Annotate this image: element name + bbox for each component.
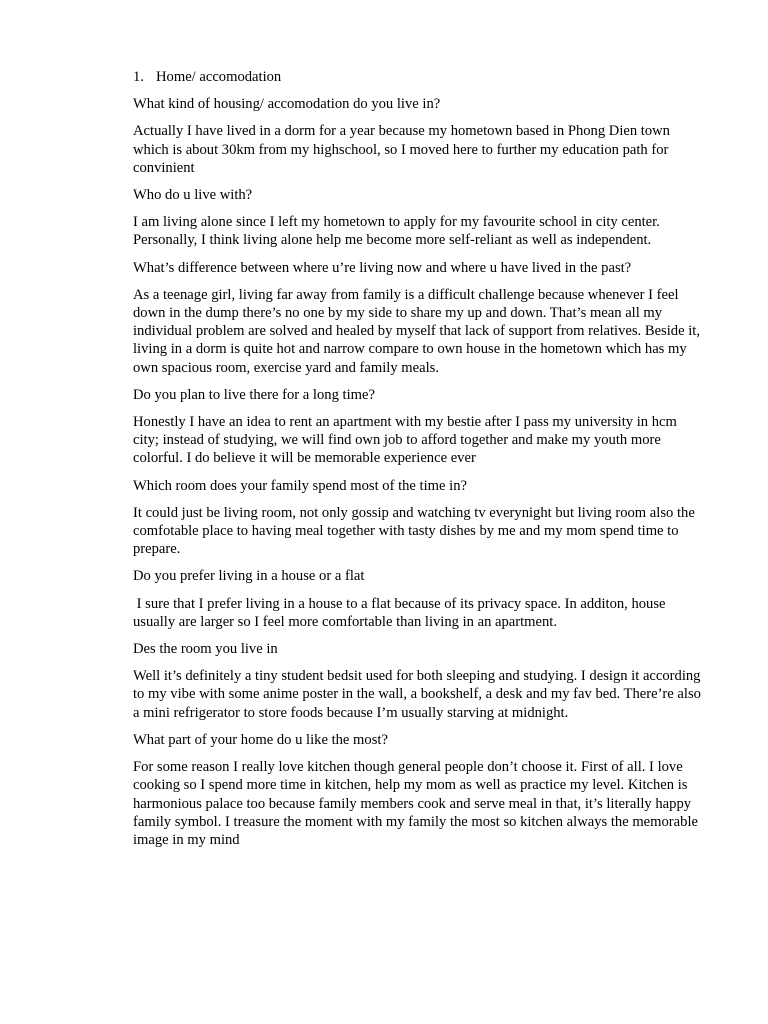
heading-number: 1. <box>133 69 144 85</box>
answer-2: I am living alone since I left my hometown to apply for my favourite school in city center. Personally, I think living alone help me become more self-reliant as well as independent. <box>133 214 660 249</box>
question-4: Do you plan to live there for a long time? <box>133 386 375 403</box>
document-body <box>133 68 703 858</box>
answer-5: It could just be living room, not only gossip and watching tv everynight but living room also the comfotable place to having meal together with tasty dishes by me and my mom spend time to prepare. <box>133 504 695 558</box>
answer-6: I sure that I prefer living in a house to a flat because of its privacy space. In additon, house usually are larger so I feel more comfortable than living in an apartment. <box>133 595 670 630</box>
question-7: Des the room you live in <box>133 641 278 658</box>
question-3: What’s difference between where u’re living now and where u have lived in the past? <box>133 259 632 276</box>
question-5: Which room does your family spend most of the time in? <box>133 477 467 494</box>
answer-3: As a teenage girl, living far away from family is a difficult challenge because whenever I feel down in the dump there’s no one by my side to share my up and down. That’s mean all my individual problem are solved and healed by myself that lack of support from relatives. Beside it, living in a dorm is quite hot and narrow compare to own house in the hometown which has my own spacious room, exercise yard and family meals. <box>133 286 700 376</box>
question-1: What kind of housing/ accomodation do you live in? <box>133 96 441 113</box>
answer-7: Well it’s definitely a tiny student bedsit used for both sleeping and studying. I design it according to my vibe with some anime poster in the wall, a bookshelf, a desk and my fav bed. There’re also a mini refrigerator to store foods because I’m usually starving at midnight. <box>133 668 701 721</box>
section-heading <box>133 68 703 86</box>
answer-8: For some reason I really love kitchen though general people don’t choose it. First of all. I love cooking so I spend more time in kitchen, help my mom as well as practice my level. Kitchen is harmonious palace too because family members cook and serve meal in that, it’s literally happy family symbol. I treasure the moment with my family the most so kitchen always the memorable image in my mind <box>133 759 698 848</box>
answer-1: Actually I have lived in a dorm for a year because my hometown based in Phong Dien town which is about 30km from my highschool, so I moved here to further my education path for convinient <box>133 123 670 176</box>
question-2: Who do u live with? <box>133 187 253 204</box>
answer-4: Honestly I have an idea to rent an apartment with my bestie after I pass my university in hcm city; instead of studying, we will find own job to afford together and make my youth more colorful. I do believe it will be memorable experience ever <box>133 414 677 467</box>
heading-title: Home/ accomodation <box>156 69 282 85</box>
question-8: What part of your home do u like the most? <box>133 731 388 748</box>
question-6: Do you prefer living in a house or a flat <box>133 568 365 585</box>
